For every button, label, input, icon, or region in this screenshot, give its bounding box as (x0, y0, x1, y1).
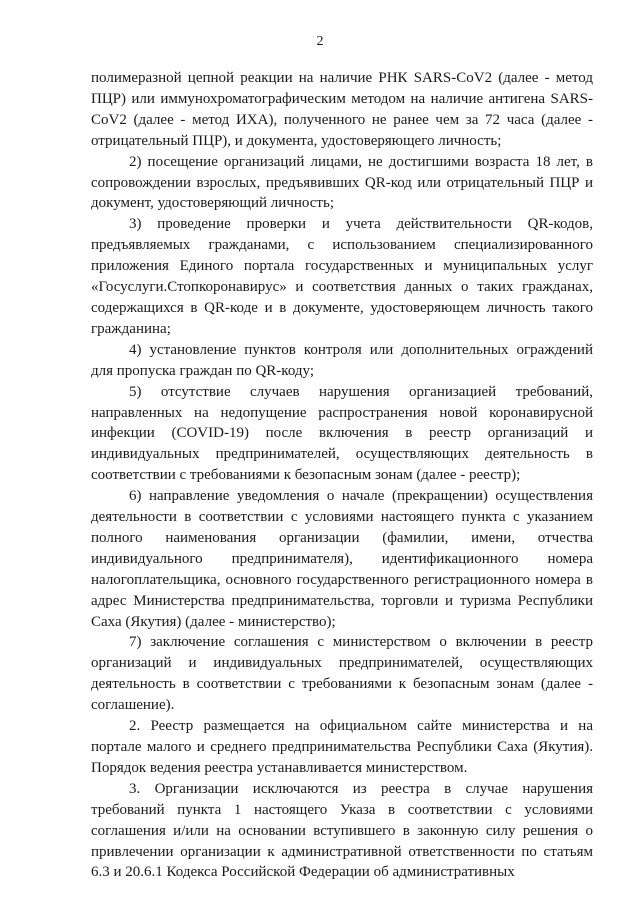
paragraph-continuation: полимеразной цепной реакции на наличие РНК SARS-CoV2 (далее - метод ПЦР) или иммунохроматографическим методом на наличие антигена SARS-CoV2 (далее - метод ИХА), полученного не ранее чем за 72 часа (далее - отрицательный ПЦР), и документа, удостоверяющего личность; (91, 70, 593, 149)
document-body (91, 68, 593, 883)
paragraph-item-4: 4) установление пунктов контроля или дополнительных ограждений для пропуска граждан по QR-коду; (91, 341, 593, 379)
paragraph-item-6: 6) направление уведомления о начале (прекращении) осуществления деятельности в соответствии с условиями настоящего пункта с указанием полного наименования организации (фамилии, имени, отчества индивидуального предпринимателя), идентификационного номера налогоплательщика, основного государственного регистрационного номера в адрес Министерства предпринимательства, торговли и туризма Республики Саха (Якутия) (далее - министерство); (91, 488, 593, 630)
paragraph-item-7: 7) заключение соглашения с министерством о включении в реестр организаций и индивидуальных предпринимателей, осуществляющих деятельность в соответствии с требованиями к безопасным зонам (далее - соглашение). (91, 634, 593, 714)
paragraph-item-3: 3) проведение проверки и учета действительности QR-кодов, предъявляемых гражданами, с использованием специализированного приложения Единого портала государственных и муниципальных услуг «Госуслуги.Стопкоронавирус» и соответствия данных о таких гражданах, содержащихся в QR-коде и в документе, удостоверяющем личность такого гражданина; (91, 216, 593, 337)
paragraph-item-5: 5) отсутствие случаев нарушения организацией требований, направленных на недопущение распространения новой коронавирусной инфекции (COVID-19) после включения в реестр организаций и индивидуальных предпринимателей, осуществляющих деятельность в соответствии с требованиями к безопасным зонам (далее - реестр); (91, 383, 593, 484)
paragraph-point-3: 3. Организации исключаются из реестра в случае нарушения требований пункта 1 настоящего Указа в соответствии с условиями соглашения и/или на основании вступившего в законную силу решения о привлечении организации к административной ответственности по статьям 6.3 и 20.6.1 Кодекса Российской Федерации об административных (91, 780, 593, 881)
paragraph-point-2: 2. Реестр размещается на официальном сайте министерства и на портале малого и среднего предпринимательства Республики Саха (Якутия). Порядок ведения реестра устанавливается министерством. (91, 718, 593, 776)
page-number: 2 (316, 34, 324, 49)
paragraph-item-2: 2) посещение организаций лицами, не достигшими возраста 18 лет, в сопровождении взрослых, предъявивших QR-код или отрицательный ПЦР и документ, удостоверяющий личность; (91, 153, 593, 212)
